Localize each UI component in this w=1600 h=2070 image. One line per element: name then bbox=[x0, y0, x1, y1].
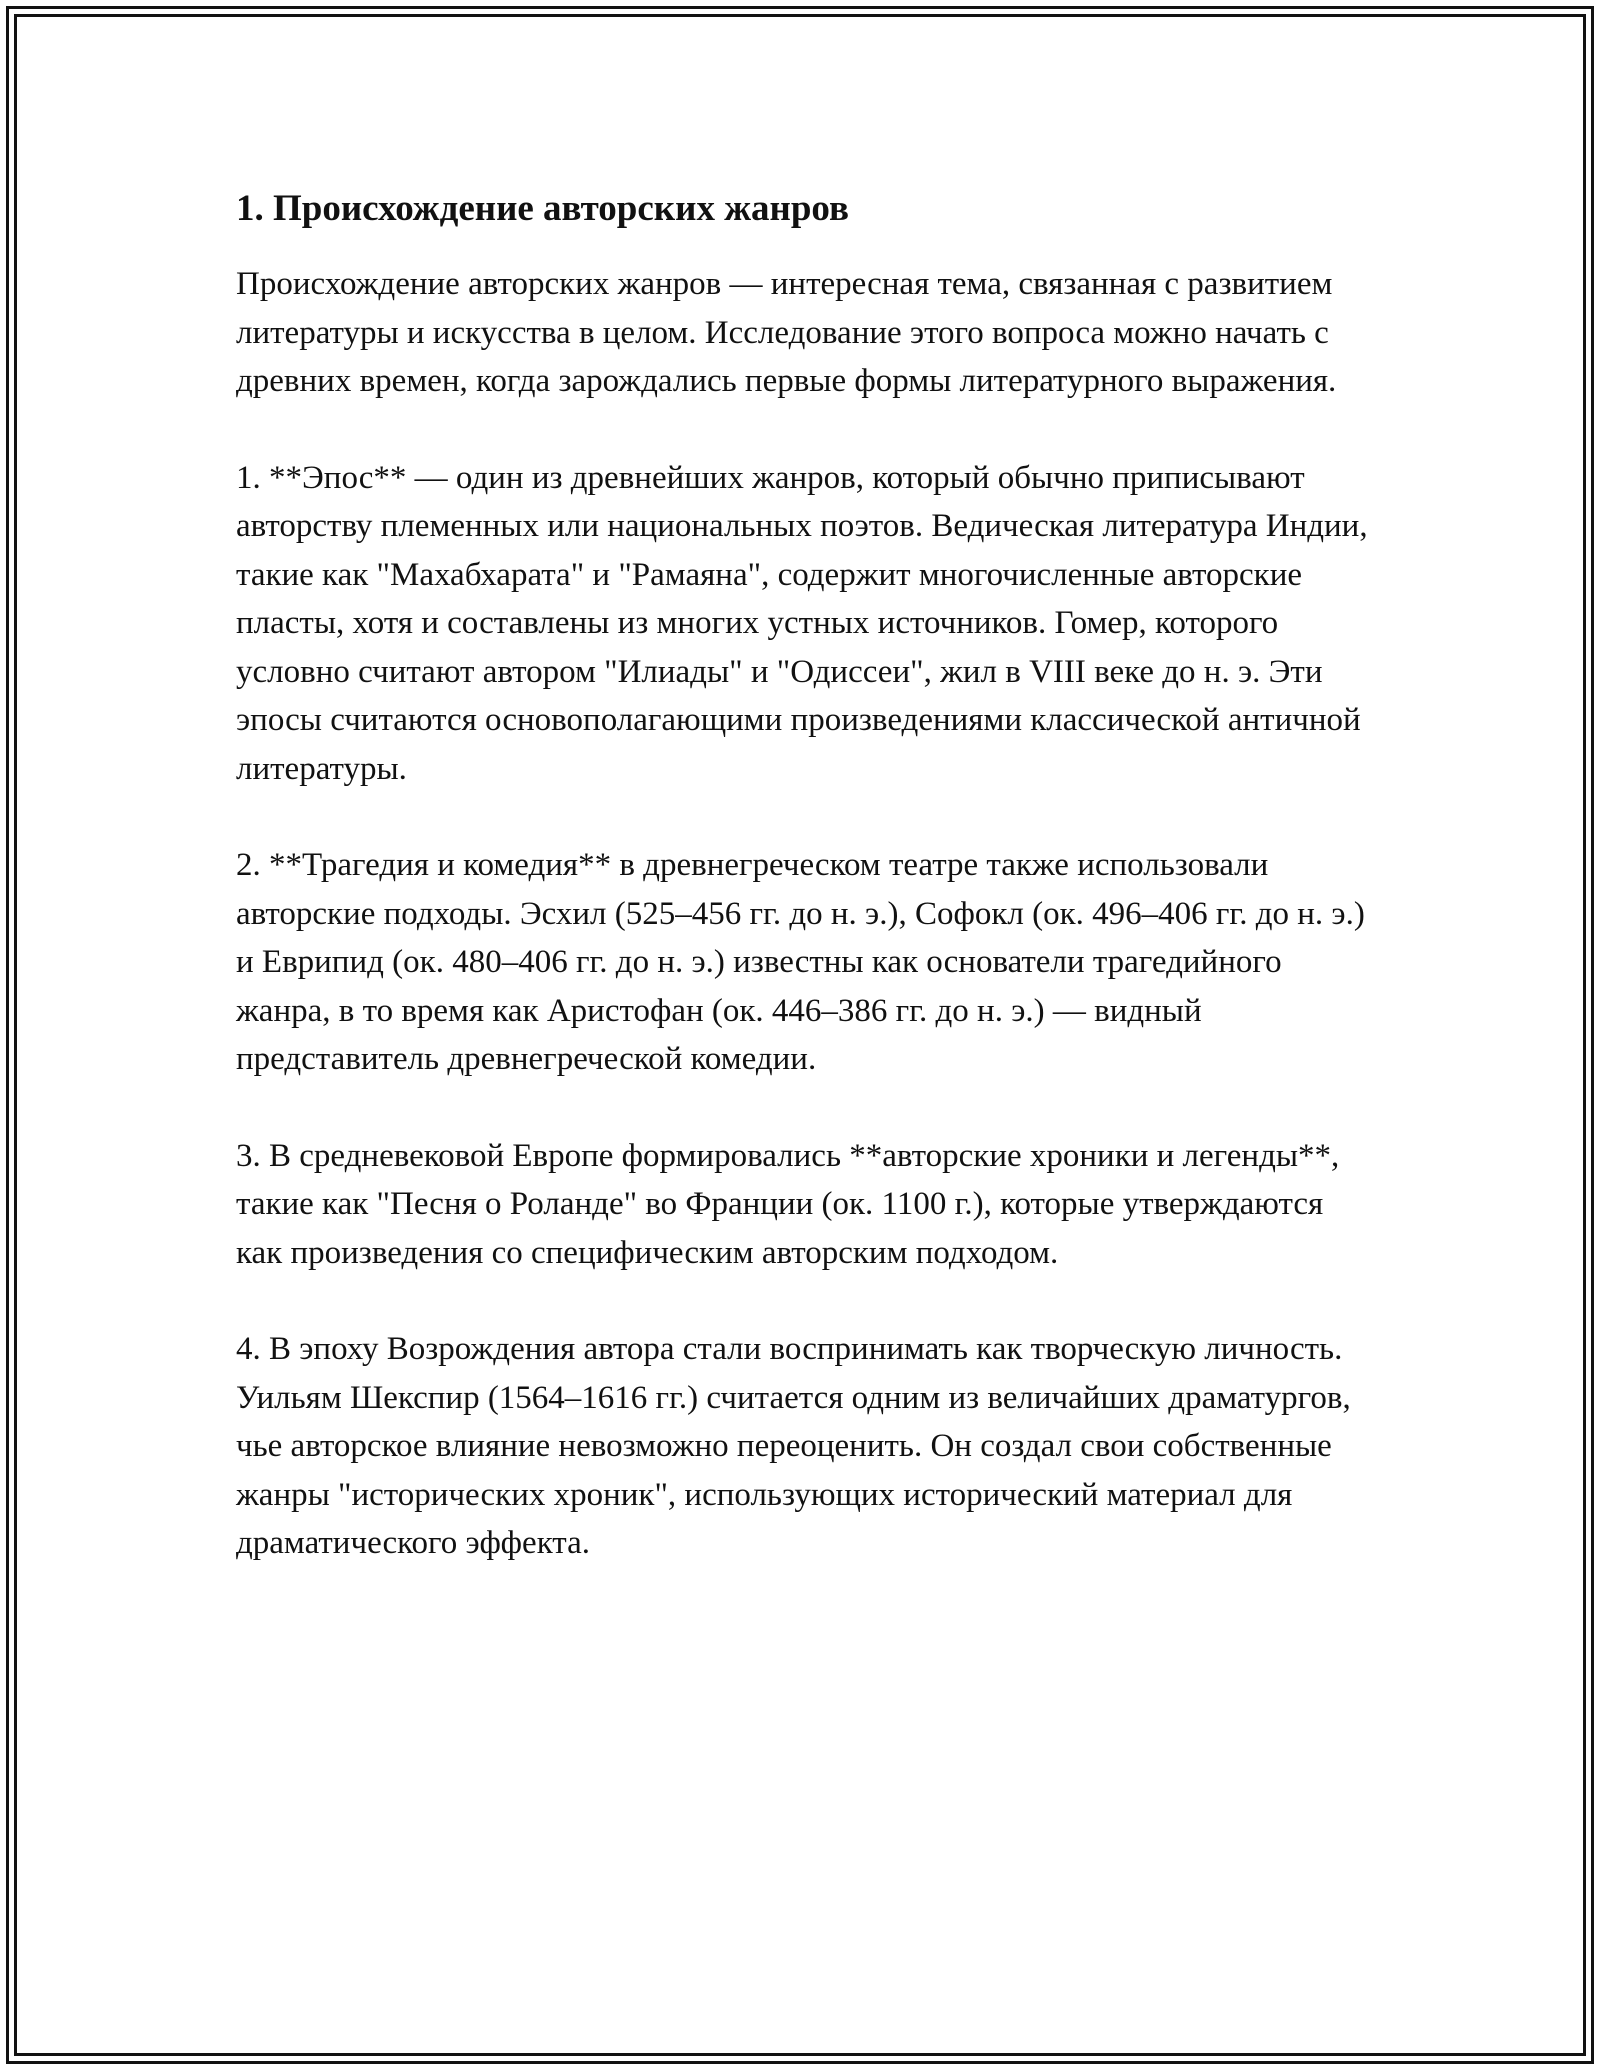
paragraph-epos: 1. **Эпос** — один из древнейших жанров, который обычно приписывают авторству племенных или национальных поэтов. Ведическая литература Индии, такие как "Махабхарата" и "Рамаяна", содержит многочисленные авторские пласты, хотя и составлены из многих устных источников. Гомер, которого условно считают автором "Илиады" и "Одиссеи", жил в VIII веке до н. э. Эти эпосы считаются основополагающими произведениями классической античной литературы. bbox=[236, 459, 1368, 787]
document-body bbox=[236, 186, 1376, 1616]
document-title: 1. Происхождение авторских жанров bbox=[236, 188, 849, 229]
paragraph-intro: Происхождение авторских жанров — интересная тема, связанная с развитием литературы и искусства в целом. Исследование этого вопроса можно начать с древних времен, когда зарождались первые формы литературного выражения. bbox=[236, 266, 1337, 399]
paragraph-medieval-chronicles: 3. В средневековой Европе формировались **авторские хроники и легенды**, такие как "Песня о Роланде" во Франции (ок. 1100 г.), которые утверждаются как произведения со специфическим авторским подходом. bbox=[236, 1137, 1340, 1271]
paragraph-renaissance: 4. В эпоху Возрождения автора стали воспринимать как творческую личность. Уильям Шекспир (1564–1616 гг.) считается одним из величайших драматургов, чье авторское влияние невозможно переоценить. Он создал свои собственные жанры "исторических хроник", использующих исторический материал для драматического эффекта. bbox=[236, 1331, 1351, 1561]
paragraph-tragedy-comedy: 2. **Трагедия и комедия** в древнегреческом театре также использовали авторские подходы. Эсхил (525–456 гг. до н. э.), Софокл (ок. 496–406 гг. до н. э.) и Еврипид (ок. 480–406 гг. до н. э.) известны как основатели трагедийного жанра, в то время как Аристофан (ок. 446–386 гг. до н. э.) — видный представитель древнегреческой комедии. bbox=[236, 847, 1365, 1077]
